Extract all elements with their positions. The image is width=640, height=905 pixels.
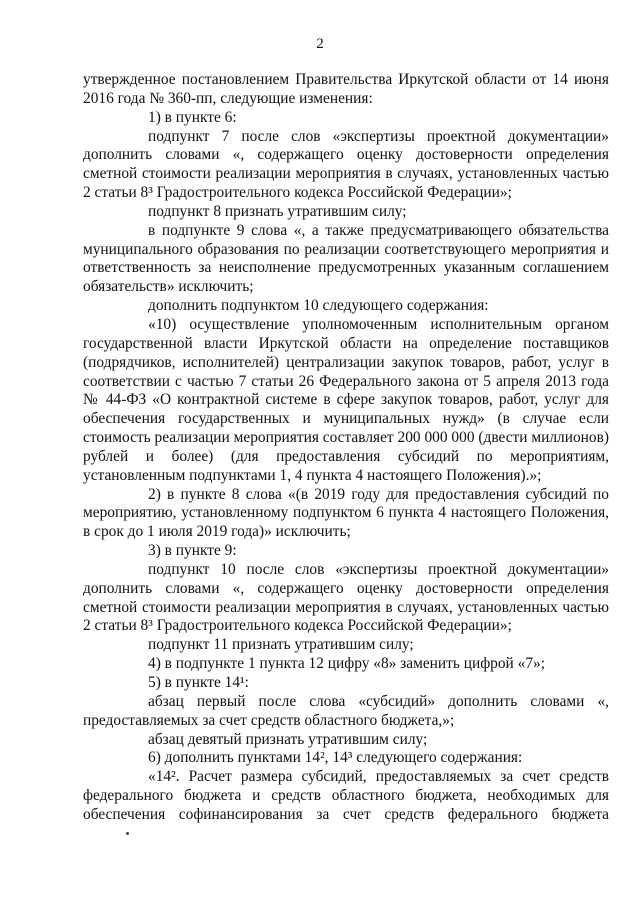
paragraph: «14². Расчет размера субсидий, предоставляемых за счет средств федерального бюджета и средств областного бюджета, необходимых для обеспечения софинансирования за счет средств федерального бюджета — [83, 768, 609, 823]
paragraph: подпункт 8 признать утратившим силу; — [148, 202, 407, 220]
paragraph: утвержденное постановлением Правительства Иркутской области от 14 июня 2016 года № 360-пп, следующие изменения: — [83, 71, 609, 107]
paragraph: в подпункте 9 слова «, а также предусматривающего обязательства муниципального образования по реализации соответствующего мероприятия и ответственность за неисполнение предусмотренных указанным соглашением обязательств» исключить; — [83, 221, 609, 296]
paragraph: «10) осуществление уполномоченным исполнительным органом государственной власти Иркутской области на определение поставщиков (подрядчиков, исполнителей) централизации закупок товаров, работ, услуг в соответствии с частью 7 статьи 26 Федерального закона от 5 апреля 2013 года № 44-ФЗ «О контрактной системе в сфере закупок товаров, работ, услуг для обеспечения государственных и муниципальных нужд» (в случае если стоимость реализации мероприятия составляет 200 000 000 (двести миллионов) рублей и более) (для предоставления субсидий по мероприятиям, установленным подпунктами 1, 4 пункта 4 настоящего Положения).»; — [83, 315, 609, 484]
document-body — [83, 71, 609, 825]
paragraph: 4) в подпункте 1 пункта 12 цифру «8» заменить цифрой «7»; — [148, 655, 546, 673]
paragraph: подпункт 11 признать утратившим силу; — [148, 636, 414, 654]
paragraph: 1) в пункте 6: — [148, 108, 237, 126]
paragraph: подпункт 10 после слов «экспертизы проектной документации» дополнить словами «, содержащего оценку достоверности определения сметной стоимости реализации мероприятия в случаях, установленных частью 2 статьи 8³ Градостроительного кодекса Российской Федерации»; — [83, 560, 609, 635]
paragraph: 2) в пункте 8 слова «(в 2019 году для предоставления субсидий по мероприятию, установленному подпунктом 6 пункта 4 настоящего Положения, в срок до 1 июля 2019 года)» исключить; — [83, 485, 609, 541]
paragraph: 3) в пункте 9: — [148, 542, 237, 560]
paragraph: дополнить подпунктом 10 следующего содержания: — [148, 297, 489, 315]
paragraph: 5) в пункте 14¹: — [148, 674, 249, 691]
paragraph: 6) дополнить пунктами 14², 14³ следующего содержания: — [148, 749, 523, 767]
paragraph: подпункт 7 после слов «экспертизы проектной документации» дополнить словами «, содержащего оценку достоверности определения сметной стоимости реализации мероприятия в случаях, установленных частью 2 статьи 8³ Градостроительного кодекса Российской Федерации»; — [83, 127, 609, 202]
page-number: 2 — [316, 36, 324, 52]
paragraph: абзац девятый признать утратившим силу; — [148, 730, 428, 748]
scan-speck — [126, 832, 129, 835]
paragraph: абзац первый после слова «субсидий» дополнить словами «, предоставляемых за счет средств областного бюджета,»; — [83, 692, 609, 729]
